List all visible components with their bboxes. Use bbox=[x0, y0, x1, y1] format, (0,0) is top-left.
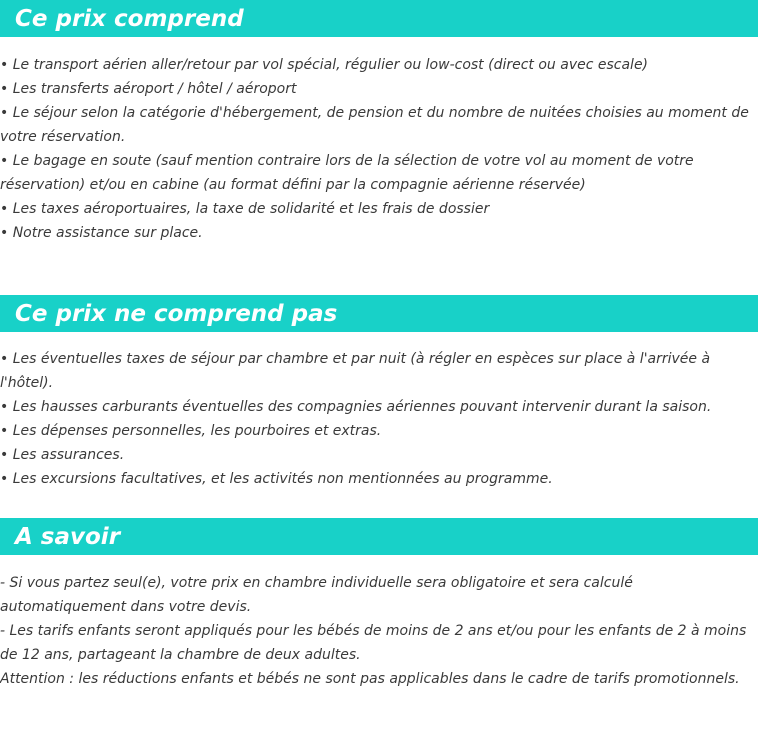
section-title-included: Ce prix comprend bbox=[0, 0, 758, 37]
section-not-included bbox=[0, 295, 758, 491]
list-item: • Les hausses carburants éventuelles des compagnies aériennes pouvant intervenir durant la saison. bbox=[0, 399, 712, 415]
list-item: Attention : les réductions enfants et bébés ne sont pas applicables dans le cadre de tarifs promotionnels. bbox=[0, 671, 740, 687]
section-body-included bbox=[0, 37, 758, 245]
section-included bbox=[0, 0, 758, 245]
section-good-to-know bbox=[0, 518, 758, 691]
list-item: • Les transferts aéroport / hôtel / aéroport bbox=[0, 81, 297, 97]
section-body-good-to-know bbox=[0, 555, 758, 691]
list-item: • Les dépenses personnelles, les pourboires et extras. bbox=[0, 423, 382, 439]
section-body-not-included bbox=[0, 332, 758, 491]
list-item: • Les excursions facultatives, et les activités non mentionnées au programme. bbox=[0, 471, 553, 487]
list-item: • Notre assistance sur place. bbox=[0, 225, 203, 241]
section-title-good-to-know: A savoir bbox=[0, 518, 758, 555]
section-title-not-included: Ce prix ne comprend pas bbox=[0, 295, 758, 332]
list-item: - Les tarifs enfants seront appliqués pour les bébés de moins de 2 ans et/ou pour les enfants de 2 à moins de 12 ans, partageant la chambre de deux adultes. bbox=[0, 623, 747, 663]
list-item: • Le bagage en soute (sauf mention contraire lors de la sélection de votre vol au moment de votre réservation) et/ou en cabine (au format défini par la compagnie aérienne réservée) bbox=[0, 153, 694, 193]
list-item: - Si vous partez seul(e), votre prix en chambre individuelle sera obligatoire et sera calculé automatiquement dans votre devis. bbox=[0, 575, 633, 615]
list-item: • Les assurances. bbox=[0, 447, 125, 463]
list-item: • Le transport aérien aller/retour par vol spécial, régulier ou low-cost (direct ou avec escale) bbox=[0, 57, 649, 73]
list-item: • Les éventuelles taxes de séjour par chambre et par nuit (à régler en espèces sur place à l'arrivée à l'hôtel). bbox=[0, 351, 711, 391]
list-item: • Le séjour selon la catégorie d'hébergement, de pension et du nombre de nuitées choisies au moment de votre réservation. bbox=[0, 105, 749, 145]
list-item: • Les taxes aéroportuaires, la taxe de solidarité et les frais de dossier bbox=[0, 201, 490, 217]
